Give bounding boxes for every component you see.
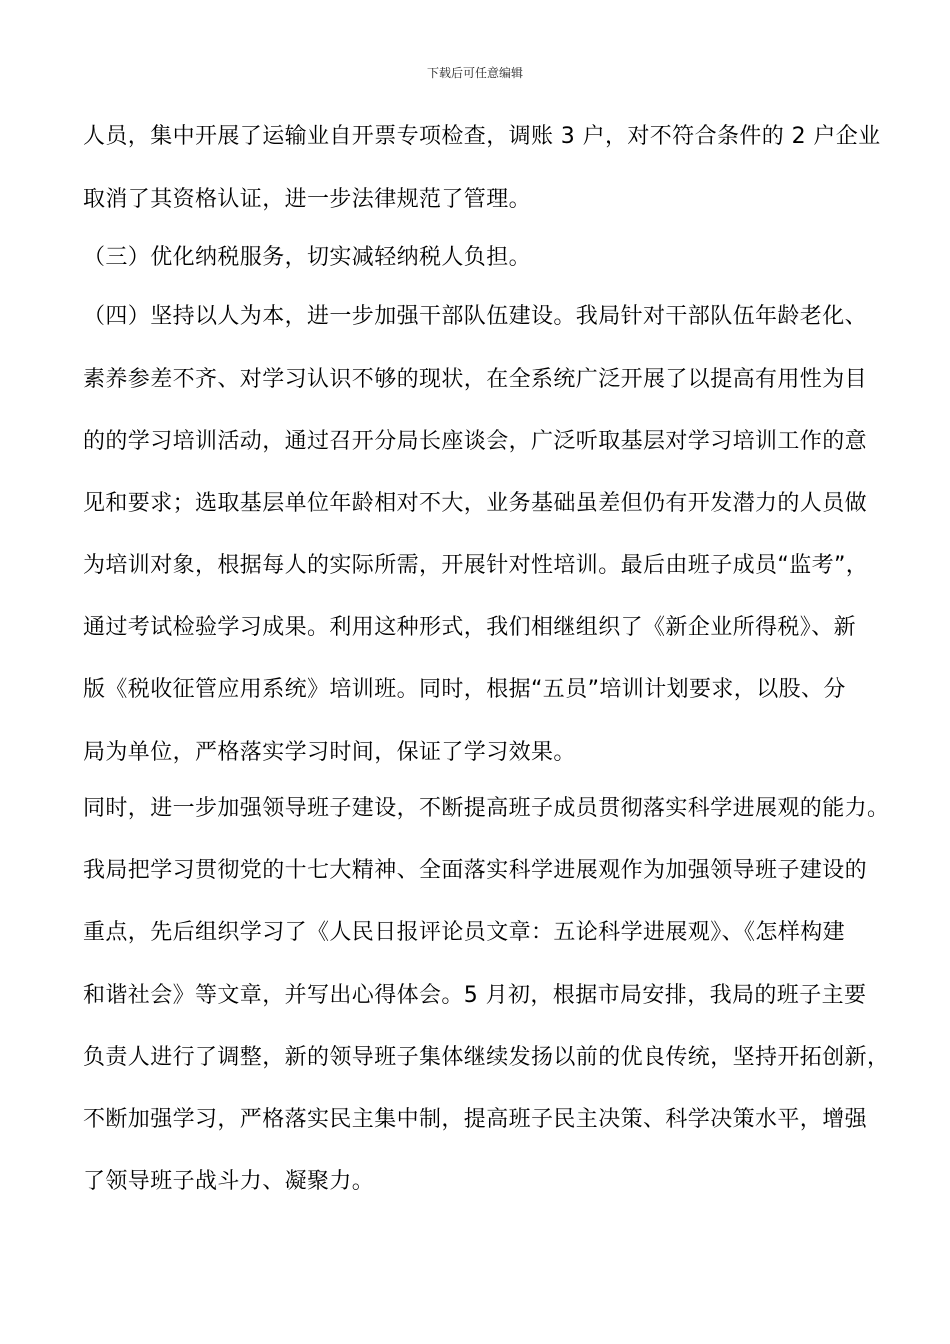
text-line: 了领导班子战斗力、凝聚力。 (83, 1169, 375, 1194)
text-line: 通过考试检验学习成果。利用这种形式，我们相继组织了《新企业所得税》、新 (83, 615, 857, 640)
text-line: 取消了其资格认证，进一步法律规范了管理。 (83, 187, 532, 212)
text-line: 我局把学习贯彻党的十七大精神、全面落实科学进展观作为加强领导班子建设的 (83, 858, 868, 883)
text-line: 同时，进一步加强领导班子建设，不断提高班子成员贯彻落实科学进展观的能力。 (83, 796, 890, 821)
text-line: 重点，先后组织学习了《人民日报评论员文章：五论科学进展观》、《怎样构建 (83, 920, 846, 945)
page-header: 下载后可任意编辑 (426, 66, 523, 80)
text-line: 负责人进行了调整，新的领导班子集体继续发扬以前的优良传统，坚持开拓创新， (83, 1045, 890, 1070)
text-line: 局为单位，严格落实学习时间，保证了学习效果。 (83, 740, 576, 765)
text-line: （四）坚持以人为本，进一步加强干部队伍建设。我局针对干部队伍年龄老化、 (83, 304, 868, 329)
text-line: 的的学习培训活动，通过召开分局长座谈会，广泛听取基层对学习培训工作的意 (83, 429, 868, 454)
text-line: （三）优化纳税服务，切实减轻纳税人负担。 (83, 245, 532, 270)
text-line: 见和要求；选取基层单位年龄相对不大，业务基础虽差但仍有开发潜力的人员做 (83, 491, 868, 516)
text-line: 不断加强学习，严格落实民主集中制，提高班子民主决策、科学决策水平，增强 (83, 1107, 868, 1132)
text-line: 人员，集中开展了运输业自开票专项检查，调账 3 户，对不符合条件的 2 户企业 (83, 124, 881, 149)
text-line: 为培训对象，根据每人的实际所需，开展针对性培训。最后由班子成员“监考”， (83, 553, 869, 578)
text-line: 版《税收征管应用系统》培训班。同时，根据“五员”培训计划要求，以股、分 (83, 677, 846, 702)
text-line: 和谐社会》等文章，并写出心得体会。5 月初，根据市局安排，我局的班子主要 (83, 983, 867, 1008)
text-line: 素养参差不齐、对学习认识不够的现状，在全系统广泛开展了以提高有用性为目 (83, 367, 868, 392)
